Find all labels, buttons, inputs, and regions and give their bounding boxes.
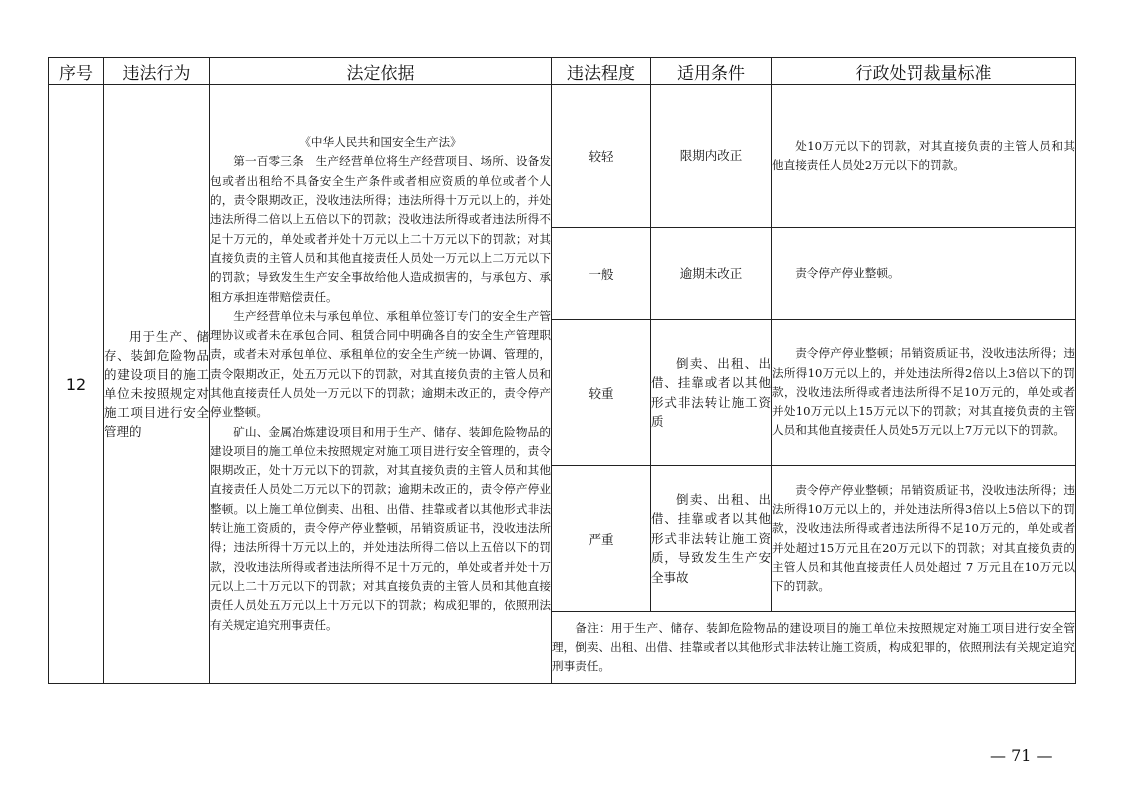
standard-light-text: 处10万元以下的罚款，对其直接负责的主管人员和其他直接责任人员处2万元以下的罚款。 xyxy=(772,138,1075,172)
violation-act-text: 用于生产、储存、装卸危险物品的建设项目的施工单位未按照规定对施工项目进行安全管理的 xyxy=(104,329,209,439)
degree-serious: 较重 xyxy=(552,320,651,466)
violation-act-cell xyxy=(104,85,210,684)
standard-severe xyxy=(772,466,1076,612)
header-row xyxy=(49,58,1076,85)
degree-light: 较轻 xyxy=(552,85,651,228)
condition-general-text: 逾期未改正 xyxy=(679,265,743,281)
condition-serious xyxy=(651,320,772,466)
law-article-paragraph-2: 生产经营单位未与承包单位、承租单位签订专门的安全生产管理协议或者未在承包合同、租赁合同中明确各自的安全生产管理职责，或者未对承包单位、承租单位的安全生产统一协调、管理的，责令限期改正，处五万元以下的罚款，对其直接负责的主管人员和其他直接责任人员处一万元以下的罚款；逾期未改正的，责令停产停业整顿。 xyxy=(210,308,551,420)
remark-text: 备注：用于生产、储存、装卸危险物品的建设项目的施工单位未按照规定对施工项目进行安全管理，倒卖、出租、出借、挂靠或者以其他形式非法转让施工资质，构成犯罪的，依照刑法有关规定追究刑事责任。 xyxy=(552,620,1075,674)
standard-serious-text: 责令停产停业整顿；吊销资质证书，没收违法所得；违法所得10万元以上的，并处违法所得2倍以上3倍以下的罚款，没收违法所得或者违法所得不足10万元的，单处或者并处10万元以上15万元以下的罚款；对其直接负责的主管人员和其他直接责任人员处5万元以上7万元以下的罚款。 xyxy=(772,346,1075,438)
degree-general: 一般 xyxy=(552,228,651,320)
condition-light xyxy=(651,85,772,228)
header-no: 序号 xyxy=(49,58,104,85)
remark-cell xyxy=(552,612,1076,684)
header-basis: 法定依据 xyxy=(210,58,552,85)
standard-general xyxy=(772,228,1076,320)
page-number: — 71 — xyxy=(990,746,1053,765)
condition-severe-text: 倒卖、出租、出借、挂靠或者以其他形式非法转让施工资质，导致发生生产安全事故 xyxy=(651,491,771,585)
condition-light-text: 限期内改正 xyxy=(679,148,743,164)
standard-light xyxy=(772,85,1076,228)
condition-serious-text: 倒卖、出租、出借、挂靠或者以其他形式非法转让施工资质 xyxy=(651,355,771,429)
law-article-paragraph-3: 矿山、金属冶炼建设项目和用于生产、储存、装卸危险物品的建设项目的施工单位未按照规定对施工项目进行安全管理的，责令限期改正，处十万元以下的罚款，对其直接负责的主管人员和其他直接责任人员处二万元以下的罚款；逾期未改正的，责令停产停业整顿。以上施工单位倒卖、出租、出借、挂靠或者以其他形式非法转让施工资质的，责令停产停业整顿，吊销资质证书，没收违法所得；违法所得十万元以上的，并处违法所得二倍以上五倍以下的罚款，没收违法所得或者违法所得不足十万元的，单处或者并处十万元以上二十万元以下的罚款；对其直接负责的主管人员和其他直接责任人员处五万元以上十万元以下的罚款；构成犯罪的，依照刑法有关规定追究刑事责任。 xyxy=(210,424,551,632)
header-act: 违法行为 xyxy=(104,58,210,85)
standard-severe-text: 责令停产停业整顿；吊销资质证书，没收违法所得；违法所得10万元以上的，并处违法所得3倍以上5倍以下的罚款，没收违法所得或者违法所得不足10万元的，单处或者并处超过15万元且在20万元以下的罚款；对其直接负责的主管人员和其他直接责任人员处超过 7 万元且在10万元以下的罚款。 xyxy=(772,482,1075,594)
table-row xyxy=(49,85,1076,228)
standard-general-text: 责令停产停业整顿。 xyxy=(795,265,900,280)
standard-serious xyxy=(772,320,1076,466)
penalty-table xyxy=(48,57,1076,684)
law-title: 《中华人民共和国安全生产法》 xyxy=(299,135,462,150)
degree-severe: 严重 xyxy=(552,466,651,612)
condition-severe xyxy=(651,466,772,612)
law-article-paragraph-1: 第一百零三条 生产经营单位将生产经营项目、场所、设备发包或者出租给不具备安全生产条件或者相应资质的单位或者个人的，责令限期改正，没收违法所得；违法所得十万元以上的，并处违法所得二倍以上五倍以下的罚款；没收违法所得或者违法所得不足十万元的，单处或者并处十万元以上二十万元以下的罚款；对其直接负责的主管人员和其他直接责任人员处一万元以上二万元以下的罚款；导致发生生产安全事故给他人造成损害的，与承包方、承租方承担连带赔偿责任。 xyxy=(210,154,551,304)
header-condition: 适用条件 xyxy=(651,58,772,85)
row-number: 12 xyxy=(49,85,104,684)
header-degree: 违法程度 xyxy=(552,58,651,85)
legal-basis-cell xyxy=(210,85,552,684)
header-standard: 行政处罚裁量标准 xyxy=(772,58,1076,85)
condition-general xyxy=(651,228,772,320)
